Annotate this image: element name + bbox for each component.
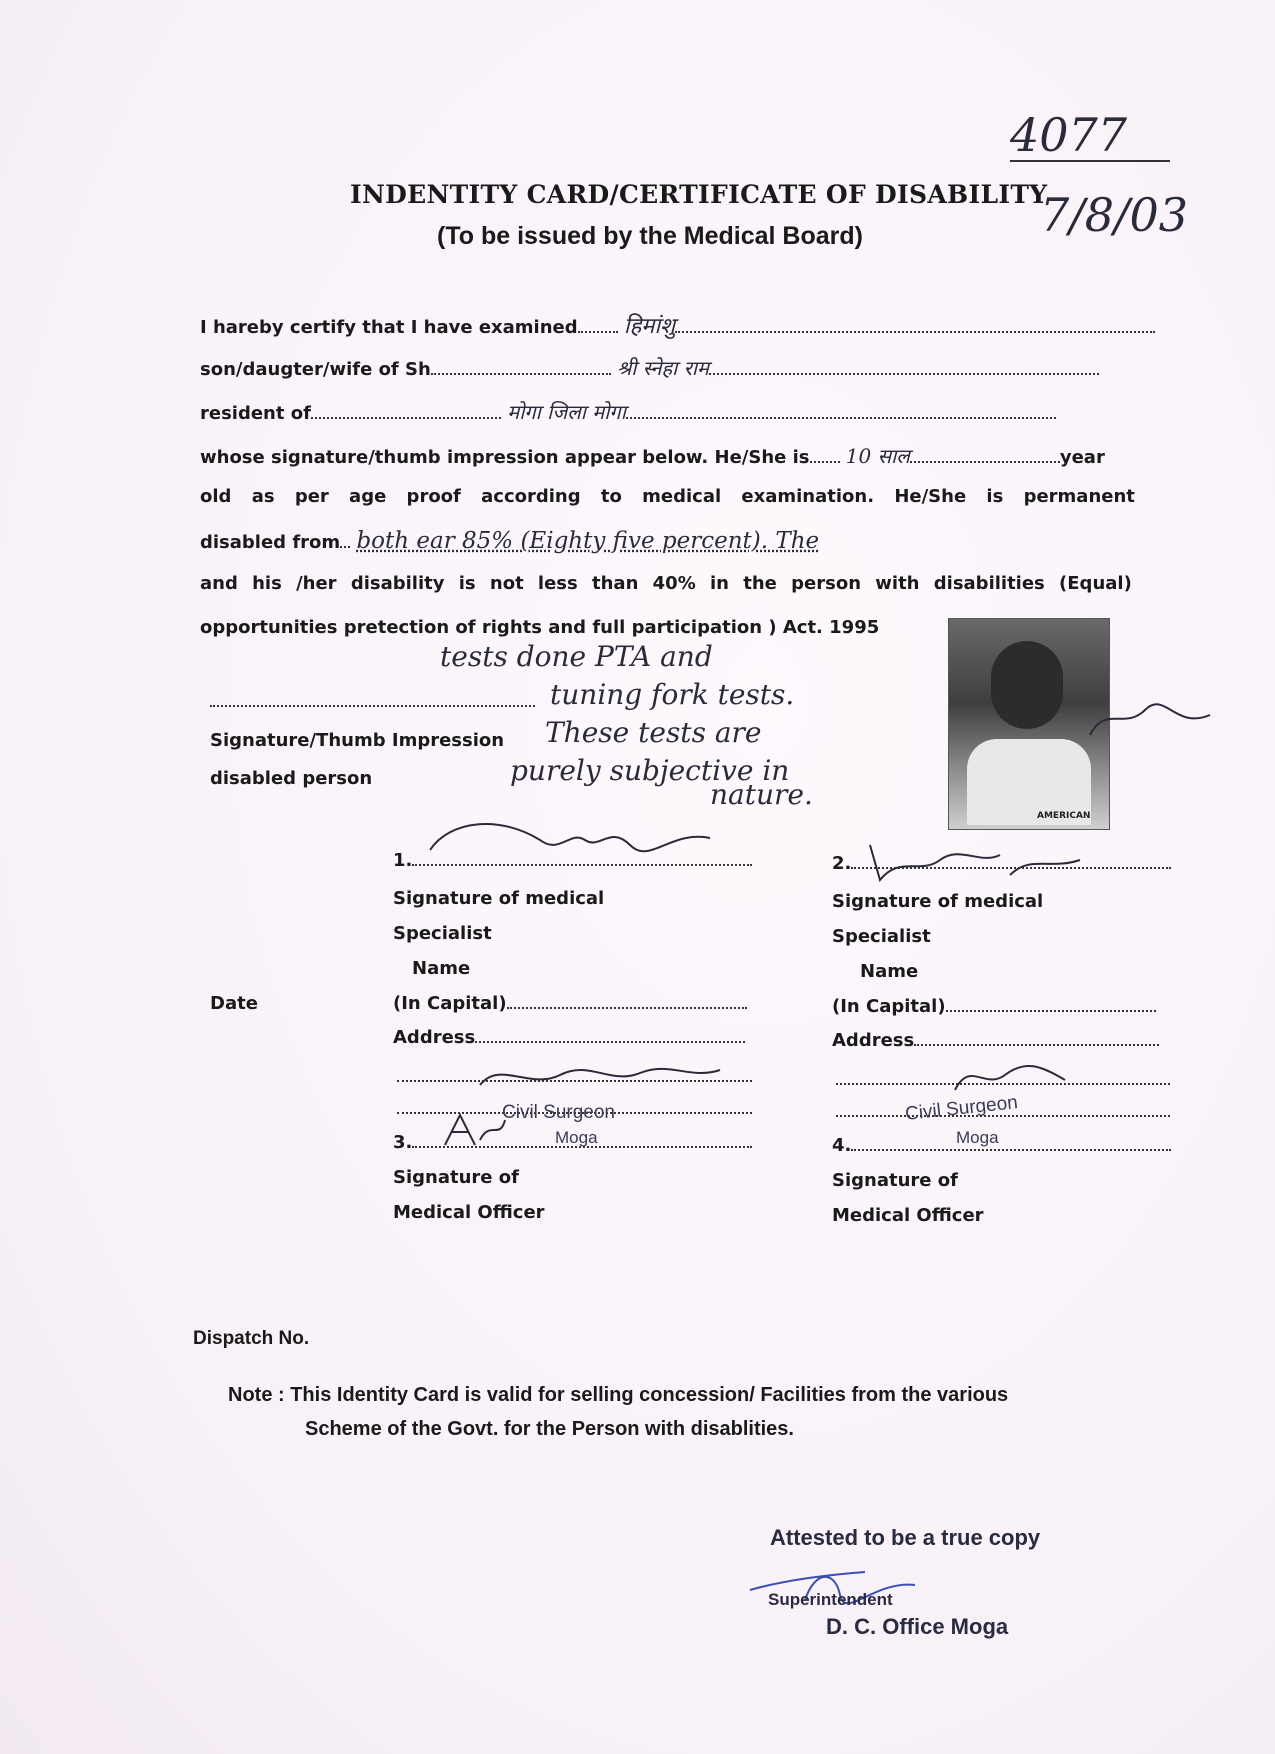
ref-divider [1010, 160, 1170, 162]
thumb-label-1: Signature/Thumb Impression [210, 730, 505, 751]
date-label: Date [210, 993, 258, 1014]
note-line-1: tests done PTA and [440, 640, 713, 673]
certify-label: I hareby certify that I have examined [200, 317, 578, 338]
resident-line [200, 398, 1180, 425]
sig-1-name-label: Name [412, 958, 471, 979]
sig-4-label: Signature of [832, 1170, 958, 1191]
attest-stamp-line-3: D. C. Office Moga [826, 1614, 1009, 1639]
attest-stamp-line-1: Attested to be a true copy [770, 1525, 1041, 1550]
signature-4-scribble [950, 1055, 1070, 1100]
sig-1-number: 1. [393, 850, 752, 871]
attest-stamp-line-2: Superintendent [768, 1590, 893, 1609]
thumb-label-2: disabled person [210, 768, 373, 789]
certify-line [200, 310, 1180, 340]
sig-4-number: 4. [832, 1135, 1171, 1156]
resident-label: resident of [200, 403, 311, 424]
note-line-2: Scheme of the Govt. for the Person with disablities. [305, 1418, 794, 1440]
sig-1-specialist: Specialist [393, 923, 492, 944]
parent-label: son/daugter/wife of Sh [200, 359, 431, 380]
stamp-1-moga: Moga [555, 1128, 598, 1147]
page-title: INDENTITY CARD/CERTIFICATE OF DISABILITY [350, 180, 1048, 209]
sig-1-capital: (In Capital) [393, 993, 747, 1014]
sig-3-officer: Medical Officer [393, 1202, 545, 1223]
signature-2-scribble [850, 835, 1110, 895]
stamp-2-civil-surgeon: Civil Surgeon [904, 1092, 1019, 1125]
year-label: year [1059, 447, 1105, 468]
parent-line [200, 354, 1180, 381]
dispatch-label: Dispatch No. [193, 1328, 310, 1349]
sig-2-specialist: Specialist [832, 926, 931, 947]
sig-1-address: Address [393, 1027, 745, 1048]
handwritten-note [440, 638, 813, 814]
signature-1-scribble [410, 810, 750, 870]
signature-3-scribble [440, 1110, 510, 1150]
ref-number: 4077 [1010, 108, 1128, 162]
sig-1-label: Signature of medical [393, 888, 605, 909]
note-line-5: nature. [710, 778, 813, 811]
note-line-3: These tests are [545, 716, 762, 749]
stamp-2-moga: Moga [956, 1128, 999, 1147]
sig-4-officer: Medical Officer [832, 1205, 984, 1226]
disabled-from-label: disabled from [200, 532, 341, 553]
ref-date: 7/8/03 [1040, 188, 1189, 242]
sig-2-label: Signature of medical [832, 891, 1044, 912]
note-line-1: Note : This Identity Card is valid for selling concession/ Facilities from the various [228, 1384, 1009, 1406]
parent-name: श्री स्नेहा राम [617, 356, 710, 380]
page-subtitle: (To be issued by the Medical Board) [437, 222, 863, 250]
act-line: opportunities pretection of rights and full participation ) Act. 1995 [200, 617, 880, 638]
disabled-from-line [200, 528, 1180, 554]
sig-2-capital: (In Capital) [832, 996, 1156, 1017]
sig-2-name-label: Name [860, 961, 919, 982]
percent-line: and his /her disability is not less than 40% in the person with disabilities (Equal) [200, 573, 1132, 594]
sig-2-address: Address [832, 1030, 1159, 1051]
signature-address-scribble [470, 1055, 730, 1100]
sig-3-label: Signature of [393, 1167, 519, 1188]
photo-signature-scribble [1085, 690, 1215, 750]
resident-place: मोगा जिला मोगा [507, 400, 626, 424]
age-proof-line: old as per age proof according to medical examination. He/She is permanent [200, 486, 1135, 507]
age-value: 10 साल [845, 444, 910, 468]
stamp-1-civil-surgeon: Civil Surgeon [502, 1102, 615, 1123]
sig-2-number: 2. [832, 853, 1171, 874]
age-label: whose signature/thumb impression appear below. He/She is [200, 447, 810, 468]
sig-3-number: 3. [393, 1132, 752, 1153]
photo-shirt-tag: AMERICAN [1037, 811, 1091, 821]
thumb-signature-line [210, 705, 535, 707]
age-line [200, 442, 1180, 469]
photo-face [991, 641, 1063, 729]
examined-name: हिमांशु [623, 314, 676, 339]
note-line-4: purely subjective in [510, 754, 790, 787]
disability-value: both ear 85% (Eighty five percent). The [356, 528, 820, 554]
note-line-2: tuning fork tests. [550, 678, 795, 711]
